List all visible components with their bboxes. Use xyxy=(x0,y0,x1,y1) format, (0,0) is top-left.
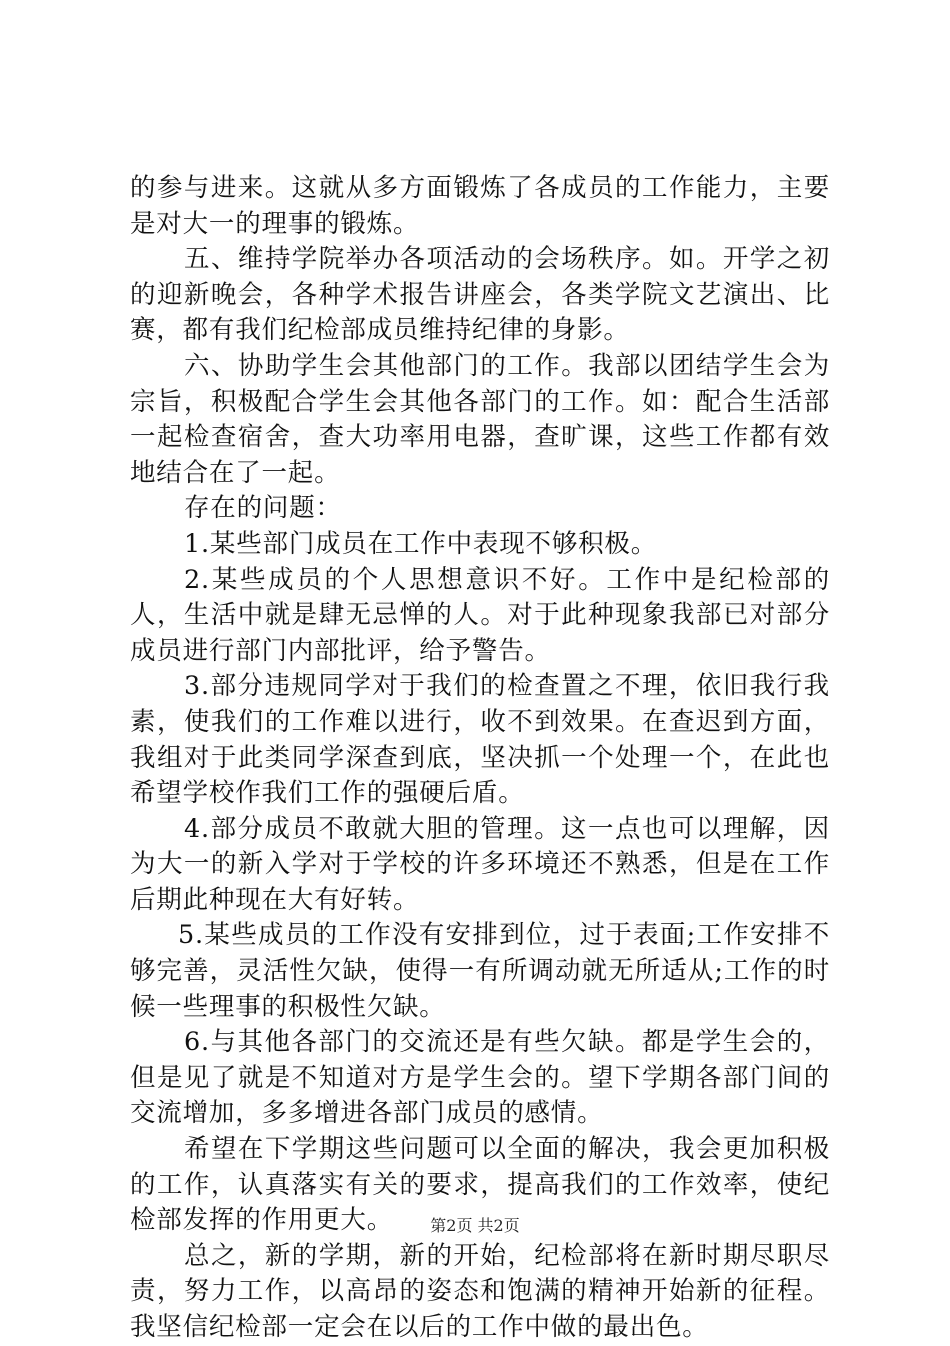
paragraph-hope: 希望在下学期这些问题可以全面的解决，我会更加积极的工作，认真落实有关的要求，提高我们的工作效率，使纪检部发挥的作用更大。 xyxy=(130,1134,830,1236)
document-body xyxy=(130,171,830,1346)
paragraph-continuation: 的参与进来。这就从多方面锻炼了各成员的工作能力，主要是对大一的理事的锻炼。 xyxy=(130,173,830,239)
problem-item-6: 6.与其他各部门的交流还是有些欠缺。都是学生会的，但是见了就是不知道对方是学生会的。望下学期各部门间的交流增加，多多增进各部门成员的感情。 xyxy=(130,1027,830,1129)
paragraph-conclusion: 总之，新的学期，新的开始，纪检部将在新时期尽职尽责，努力工作，以高昂的姿态和饱满的精神开始新的征程。我坚信纪检部一定会在以后的工作中做的最出色。 xyxy=(130,1240,830,1342)
problem-item-5: 5.某些成员的工作没有安排到位，过于表面;工作安排不够完善，灵活性欠缺，使得一有所调动就无所适从;工作的时候一些理事的积极性欠缺。 xyxy=(130,920,830,1022)
page-footer: 第2页 共2页 xyxy=(430,1216,520,1235)
paragraph-item-six: 六、协助学生会其他部门的工作。我部以团结学生会为宗旨，积极配合学生会其他各部门的工作。如：配合生活部一起检查宿舍，查大功率用电器，查旷课，这些工作都有效地结合在了一起。 xyxy=(130,350,830,488)
problem-item-4: 4.部分成员不敢就大胆的管理。这一点也可以理解，因为大一的新入学对于学校的许多环境还不熟悉，但是在工作后期此种现在大有好转。 xyxy=(130,813,830,915)
problem-item-2: 2.某些成员的个人思想意识不好。工作中是纪检部的人，生活中就是肆无忌惮的人。对于此种现象我部已对部分成员进行部门内部批评，给予警告。 xyxy=(130,564,830,666)
problem-item-3: 3.部分违规同学对于我们的检查置之不理，依旧我行我素，使我们的工作难以进行，收不到效果。在查迟到方面，我组对于此类同学深查到底，坚决抓一个处理一个，在此也希望学校作我们工作的强硬后盾。 xyxy=(130,671,830,809)
problem-item-1: 1.某些部门成员在工作中表现不够积极。 xyxy=(184,528,658,559)
paragraph-item-five: 五、维持学院举办各项活动的会场秩序。如。开学之初的迎新晚会，各种学术报告讲座会，各类学院文艺演出、比赛，都有我们纪检部成员维持纪律的身影。 xyxy=(130,244,830,346)
problems-heading: 存在的问题： xyxy=(184,493,342,524)
